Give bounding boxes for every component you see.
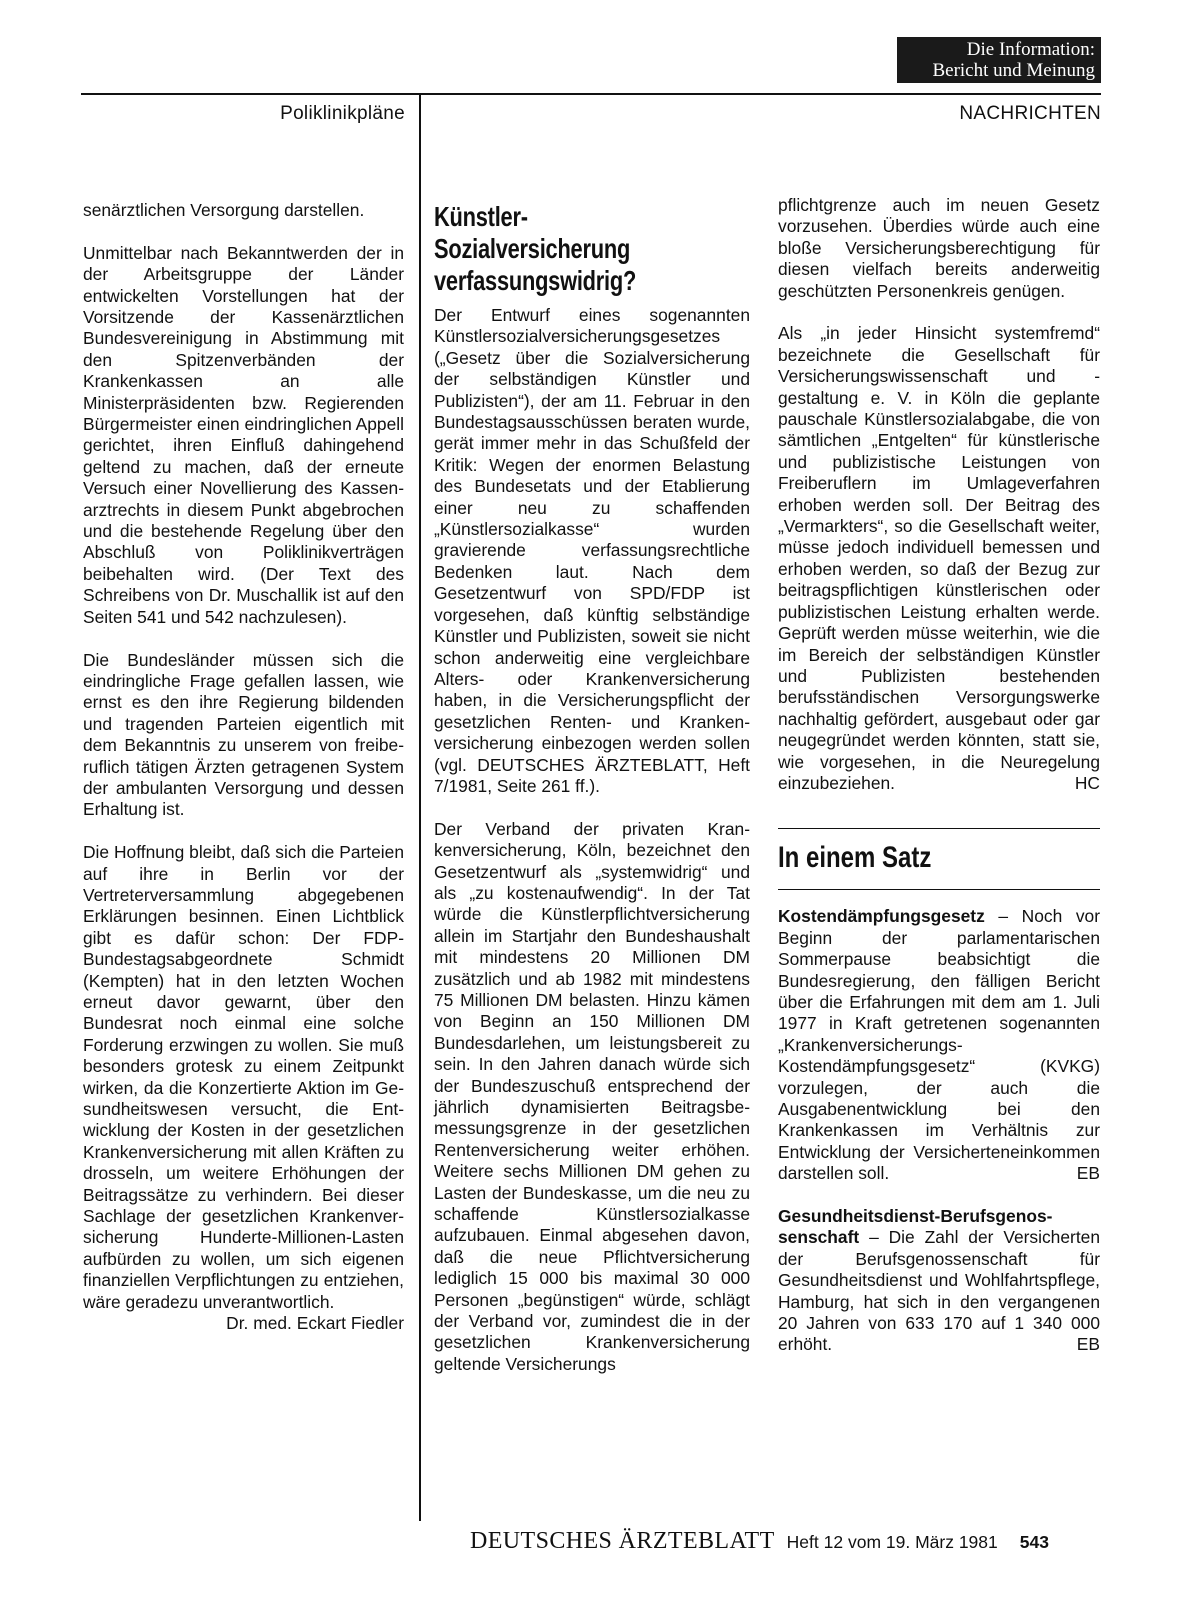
news-item-text: – Die Zahl der Versicherten der Berufsgenossenschaft für Gesundheitsdienst und Wohlfahrtspflege, Hamburg, hat sich in den vergangenen 20 Jahren von 633 170 auf 1 340 000 erhöht. (778, 1227, 1100, 1355)
author-tag: EB (1076, 1163, 1100, 1184)
paragraph: pflichtgrenze auch im neuen Gesetz vorzusehen. Überdies würde auch eine bloße Versicherungsberechtigung für diesen vielfach bereits anderweitig geschützten Personenkreis genügen. (778, 195, 1100, 301)
author-tag: EB (1076, 1334, 1100, 1355)
badge-line-1: Die Information: (966, 39, 1095, 60)
journal-name: DEUTSCHES ÄRZTEBLATT (470, 1528, 775, 1554)
section-label-left: Poliklinikpläne (280, 103, 405, 124)
section-heading: In einem Satz (778, 841, 932, 875)
headline-line: Künstler- (434, 201, 528, 232)
section-rule (778, 889, 1100, 890)
paragraph-text: Als „in jeder Hinsicht systemfremd“ bezeichnete die Gesellschaft für Versicherungswissenschaft und -gestaltung e. V. in Köln die geplante pauschale Künstlersozialabgabe, die von sämtlichen „Entgelten“ für künstlerische und publizistische Leistungen von Freiberuflern im Umlageverfahren erhoben werden soll. Der Beitrag des „Vermarkters“, so die Gesellschaft weiter, müsse jedoch individuell bemessen und erhoben werden, so daß der Bezug zur beitragspflichtigen künstlerischen oder publizistischen Leistung erhalten werde. Geprüft werden müsse weiterhin, wie die im Bereich der selbständigen Künstler und Publizisten bestehenden berufsständischen Versorgungswerke nachhaltig gefördert, ausgebaut oder gar neugegründet werden könnten, statt sie, wie vorgesehen, in die Neuregelung einzubeziehen. (778, 323, 1100, 793)
news-item (778, 906, 1100, 1184)
news-item-text: – Noch vor Beginn der parlamentarischen Sommerpause beabsichtigt die Bundesregierung, den fälligen Bericht über die Erfahrungen mit dem am 1. Juli 1977 in Kraft getretenen sogenannten „Krankenversicherungs-Kostendämpfungsgesetz“ (KVKG) vorzulegen, der auch die Ausgabenentwicklung bei den Krankenkassen im Verhältnis zur Entwicklung der Versicherteneinkommen darstellen soll. (778, 906, 1100, 1184)
page-number: 543 (1019, 1532, 1049, 1552)
issue-info: Heft 12 vom 19. März 1981 (786, 1532, 998, 1552)
section-badge (897, 37, 1101, 83)
column-divider (419, 93, 421, 1521)
news-item (778, 1206, 1100, 1356)
author-tag: HC (1074, 772, 1100, 793)
paragraph: senärztlichen Versorgung darstellen. (83, 200, 365, 220)
headline-line: verfassungswidrig? (434, 265, 637, 296)
section-rule (778, 828, 1100, 829)
article-headline (434, 201, 749, 297)
paragraph: Die Hoffnung bleibt, daß sich die Parteien auf ihre in Berlin vor der Vertreterversammlung abgegebenen Erklärungen besinnen. Einen Lichtblick gibt es dafür schon: Der FDP-Bundestagsabgeordnete Schmidt (Kempten) hat in den letzten Wochen erneut davor gewarnt, über den Bundesrat noch einmal eine solche Forderung erzwingen zu wollen. Sie muß besonders grotesk zu einem Zeitpunkt wirken, da die Konzertierte Aktion im Gesundheitswesen versucht, die Entwicklung der Kosten in der gesetzlichen Krankenversicherung mit allen Kräften zu drosseln, um weitere Erhöhungen der Beitragssätze zu verhindern. Bei dieser Sachlage der gesetzlichen Krankenversicherung Hunderte-Millionen-Lasten aufbürden zu wollen, um sich eigenen finanziellen Verpflichtungen zu entziehen, wäre geradezu unverantwortlich. (83, 842, 404, 1312)
column-right (778, 195, 1100, 1377)
news-item-lead: Kostendämpfungsgesetz (778, 906, 985, 927)
column-middle (434, 195, 750, 1397)
paragraph: Der Entwurf eines sogenannten Künstlersozialversicherungsgesetzes („Gesetz über die Sozialversicherung der selbständigen Künstler und Publizisten“), der am 11. Februar in den Bundestagsausschüssen beraten wurde, gerät immer mehr in das Schußfeld der Kritik: Wegen der enormen Belastung des Bundesetats und der Etablierung einer neu zu schaffenden „Künstlersozialkasse“ wurden gravierende verfassungsrechtliche Bedenken laut. Nach dem Gesetzentwurf von SPD/FDP ist vorgesehen, daß künftig selbständige Künstler und Publizisten, soweit sie nicht schon anderweitig eine vergleichbare Alters- oder Krankenversicherung haben, in die Versicherungspflicht der gesetzlichen Renten- und Krankenversicherung einbezogen werden sollen (vgl. DEUTSCHES ÄRZTEBLATT, Heft 7/1981, Seite 261 ff.). (434, 305, 750, 796)
paragraph: Unmittelbar nach Bekanntwerden der in der Arbeitsgruppe der Länder entwickelten Vorstellungen hat der Vorsitzende der Kassenärztlichen Bundesvereinigung in Abstimmung mit den Spitzenverbänden der Krankenkassen an alle Ministerpräsidenten bzw. Regierenden Bürgermeister einen eindringlichen Appell gerichtet, ihren Einfluß dahingehend geltend zu machen, daß der erneute Versuch einer Novellierung des Kassenarztrechts in diesem Punkt abgebrochen und die bestehende Regelung über den Abschluß von Poliklinikverträgen beibehalten wird. (Der Text des Schreibens von Dr. Muschallik ist auf den Seiten 541 und 542 nachzulesen). (83, 242, 404, 627)
news-item-lead: Gesundheitsdienst-Berufsgenossenschaft (778, 1206, 1053, 1248)
paragraph: Der Verband der privaten Krankenversicherung, Köln, bezeichnet den Gesetzentwurf als „systemwidrig“ und als „zu kostenaufwendig“. In der Tat würde die Künstlerpflichtversicherung allein im Startjahr den Bundeshaushalt mit mindestens 20 Millionen DM zusätzlich und ab 1982 mit mindestens 75 Millionen DM belasten. Hinzu kämen von Beginn an 150 Millionen DM Bundesdarlehen, um leistungsbereit zu sein. In den Jahren danach würde sich der Bundeszuschuß entsprechend der jährlich dynamisierten Beitragsbemessungsgrenze in der gesetzlichen Rentenversicherung weiter erhöhen. Weitere sechs Millionen DM gehen zu Lasten der Bundeskasse, um die neu zu schaffende Künstlersozialkasse aufzubauen. Einmal abgesehen davon, daß die neue Pflichtversicherung lediglich 15 000 bis maximal 30 000 Personen „begünstigen“ würde, schlägt der Verband vor, zumindest die in der gesetzlichen Krankenversicherung geltende Versicherungs (434, 818, 750, 1374)
header-rule (81, 93, 1101, 95)
column-left (83, 200, 404, 1334)
badge-line-2: Bericht und Meinung (932, 60, 1095, 81)
section-label-right: NACHRICHTEN (959, 103, 1101, 124)
author-signature: Dr. med. Eckart Fiedler (226, 1313, 404, 1334)
paragraph (778, 323, 1100, 794)
paragraph: Die Bundesländer müssen sich die eindringliche Frage gefallen lassen, wie ernst es den ihre Regierung bildenden und tragenden Parteien eigentlich mit dem Bekanntnis zu unserem von freiberuflich tätigen Ärzten getragenen System der ambulanten Versorgung und dessen Erhaltung ist. (83, 649, 404, 820)
page-footer (470, 1528, 1100, 1555)
headline-line: Sozialversicherung (434, 233, 631, 264)
